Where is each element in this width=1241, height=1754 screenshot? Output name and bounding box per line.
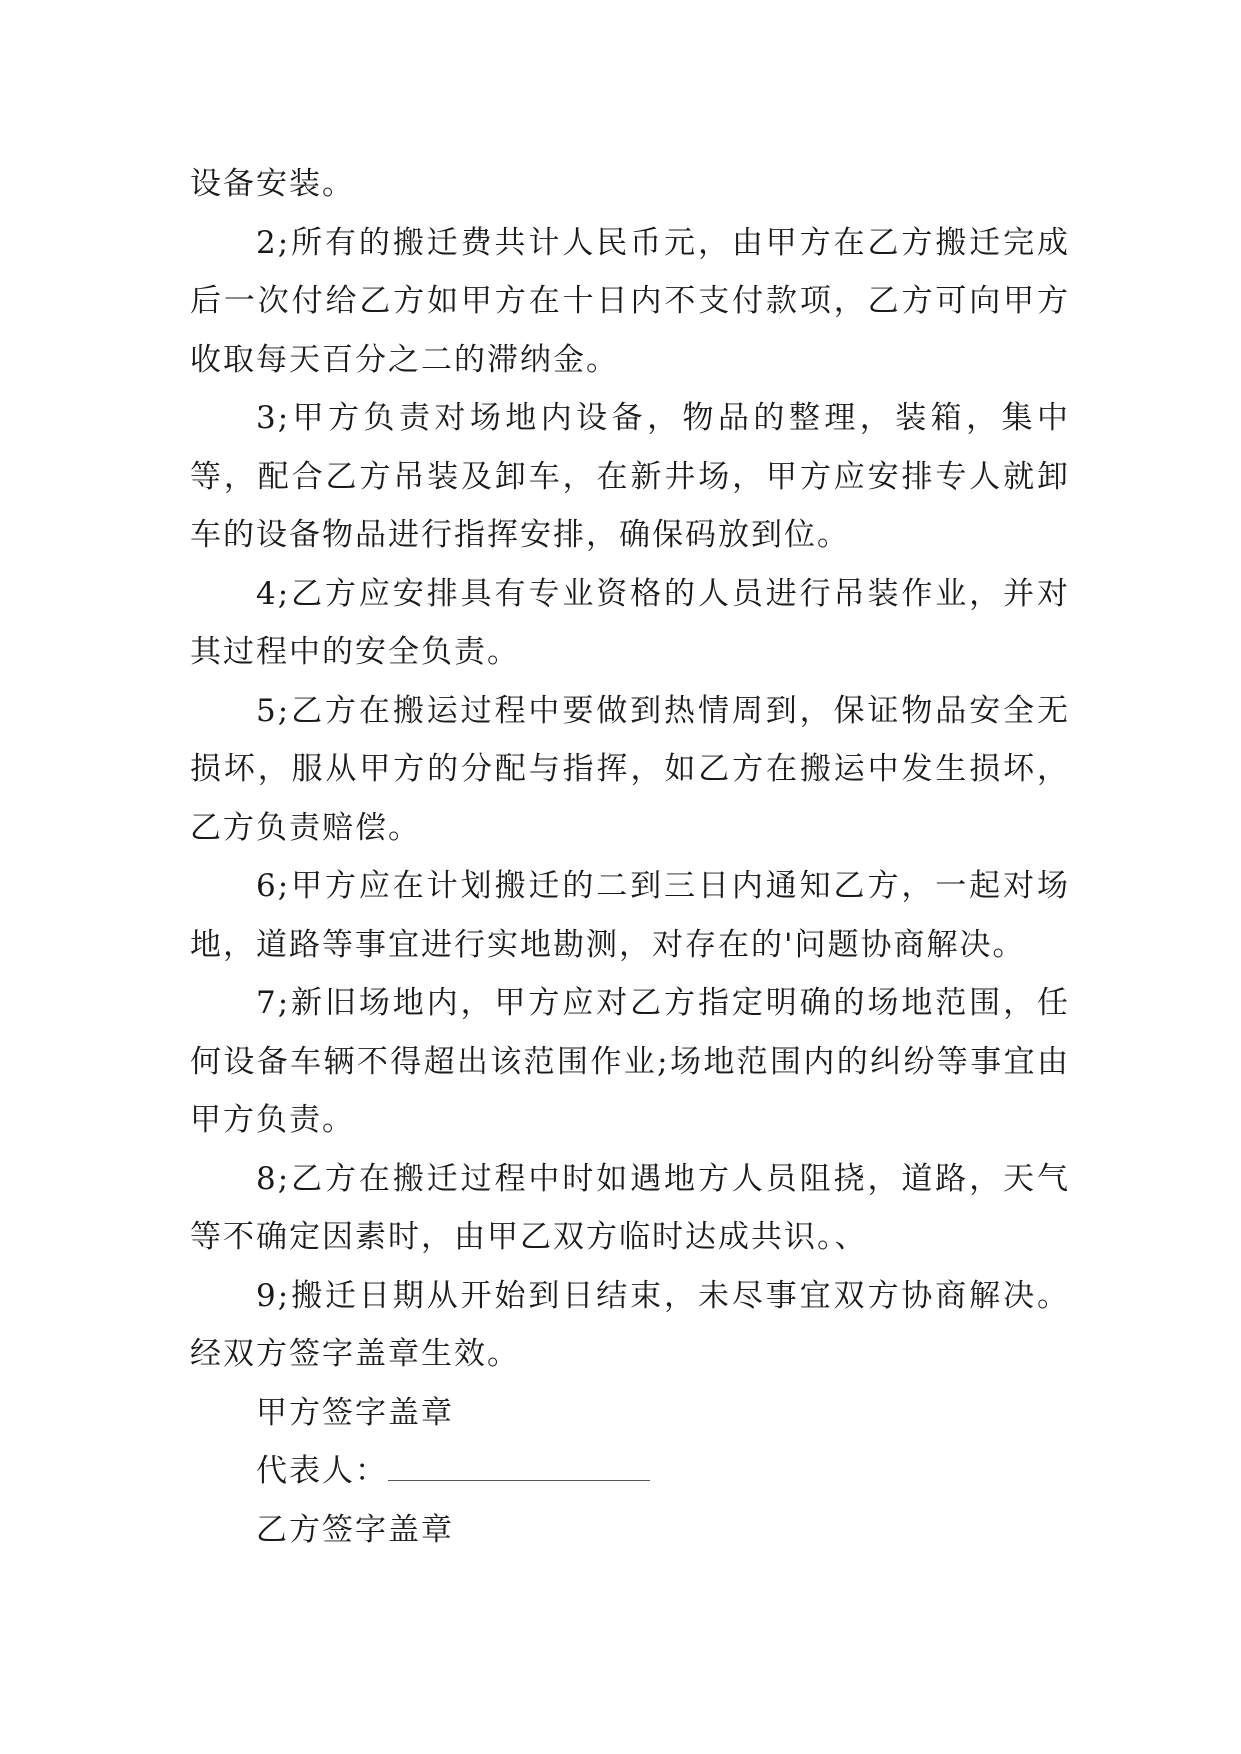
representative-label: 代表人： <box>256 1453 388 1489</box>
clause-5: 5;乙方在搬运过程中要做到热情周到，保证物品安全无损坏，服从甲方的分配与指挥，如乙方在搬运中发生损坏，乙方负责赔偿。 <box>190 692 1070 846</box>
paragraph-continuation: 设备安装。 <box>190 166 355 202</box>
clause-2: 2;所有的搬迁费共计人民币元，由甲方在乙方搬迁完成后一次付给乙方如甲方在十日内不支付款项，乙方可向甲方收取每天百分之二的滞纳金。 <box>190 224 1070 378</box>
party-b-signature-label: 乙方签字盖章 <box>256 1511 454 1548</box>
clause-6: 6;甲方应在计划搬迁的二到三日内通知乙方，一起对场地，道路等事宜进行实地勘测，对存在的'问题协商解决。 <box>190 868 1070 963</box>
clause-4: 4;乙方应安排具有专业资格的人员进行吊装作业，并对其过程中的安全负责。 <box>190 575 1070 670</box>
representative-signature-blank <box>388 1450 650 1481</box>
clause-8: 8;乙方在搬迁过程中时如遇地方人员阻挠，道路，天气等不确定因素时，由甲乙双方临时达成共识。、 <box>190 1160 1070 1255</box>
clause-9: 9;搬迁日期从开始到日结束，未尽事宜双方协商解决。经双方签字盖章生效。 <box>190 1277 1070 1372</box>
representative-line <box>190 1442 1070 1501</box>
clause-3: 3;甲方负责对场地内设备，物品的整理，装箱，集中等，配合乙方吊装及卸车，在新井场，甲方应安排专人就卸车的设备物品进行指挥安排，确保码放到位。 <box>190 400 1070 553</box>
document-body <box>190 155 1070 1559</box>
party-a-signature-label: 甲方签字盖章 <box>256 1394 454 1431</box>
clause-7: 7;新旧场地内，甲方应对乙方指定明确的场地范围，任何设备车辆不得超出该范围作业;场地范围内的纠纷等事宜由甲方负责。 <box>190 985 1070 1138</box>
